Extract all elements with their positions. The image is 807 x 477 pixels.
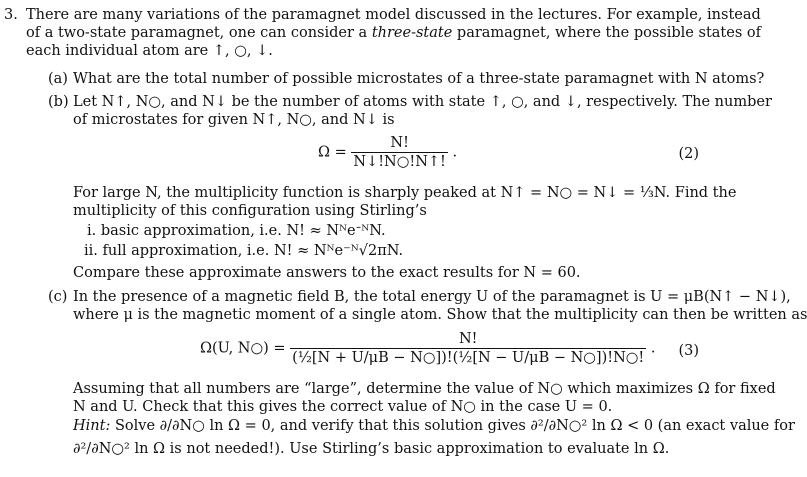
eq2-fraction xyxy=(351,134,448,171)
hint-line-1 xyxy=(73,417,795,435)
subitem-ii: ii. full approximation, i.e. N! ≈ Nᴺe⁻ᴺ√2πN. xyxy=(84,243,404,259)
equation-2-number: (2) xyxy=(678,146,699,162)
eq3-tail: . xyxy=(650,340,656,357)
eq2-numerator: N! xyxy=(351,134,448,153)
intro-line-2b: paramagnet, where the possible states of xyxy=(452,25,761,41)
part-a-text: What are the total number of possible microstates of a three-state paramagnet with N atoms? xyxy=(73,71,765,87)
part-c-text-1: In the presence of a magnetic field B, the total energy U of the paramagnet is U = μB(N↑ − N↓), xyxy=(73,289,791,305)
equation-3-number: (3) xyxy=(678,343,699,359)
intro-line-2 xyxy=(26,24,761,42)
part-b-label: (b) xyxy=(48,94,69,110)
eq3-denominator: (½[N + U/μB − N○])!(½[N − U/μB − N○])!N○! xyxy=(292,350,645,366)
part-b-text-1: Let N↑, N○, and N↓ be the number of atoms with state ↑, ○, and ↓, respectively. The number xyxy=(73,94,772,110)
problem-number: 3. xyxy=(4,7,18,23)
part-a-label: (a) xyxy=(48,71,68,87)
equation-3 xyxy=(200,330,655,367)
eq2-denominator: N↓!N○!N↑! xyxy=(353,154,446,170)
part-c-text-3: Assuming that all numbers are “large”, determine the value of N○ which maximizes Ω for fixed xyxy=(73,381,776,397)
intro-line-1: There are many variations of the paramagnet model discussed in the lectures. For example, instead xyxy=(26,7,761,23)
subitem-i: i. basic approximation, i.e. N! ≈ NᴺeᐨᴺN. xyxy=(87,223,386,239)
part-c-text-4: N and U. Check that this gives the correct value of N○ in the case U = 0. xyxy=(73,399,613,415)
part-b-text-2: of microstates for given N↑, N○, and N↓ is xyxy=(73,112,395,128)
part-c-label: (c) xyxy=(48,289,68,305)
intro-line-2a: of a two-state paramagnet, one can consider a xyxy=(26,25,372,41)
intro-emphasis: three-state xyxy=(371,25,453,41)
eq2-lhs: Ω = xyxy=(318,144,347,161)
part-b-text-4: multiplicity of this configuration using Stirling’s xyxy=(73,203,427,219)
compare-text: Compare these approximate answers to the exact results for N = 60. xyxy=(73,265,581,281)
part-c-text-2: where μ is the magnetic moment of a single atom. Show that the multiplicity can then be written as xyxy=(73,307,807,323)
eq3-fraction xyxy=(290,330,646,367)
equation-2 xyxy=(318,134,457,171)
part-b-text-3: For large N, the multiplicity function is sharply peaked at N↑ = N○ = N↓ = ⅓N. Find the xyxy=(73,185,737,201)
hint-text-1: Solve ∂/∂N○ ln Ω = 0, and verify that this solution gives ∂²/∂N○² ln Ω < 0 (an exact value for xyxy=(114,418,795,434)
eq2-tail: . xyxy=(452,144,458,161)
eq3-lhs: Ω(U, N○) = xyxy=(200,340,286,357)
eq3-numerator: N! xyxy=(290,330,646,349)
intro-line-3: each individual atom are ↑, ○, ↓. xyxy=(26,43,273,59)
hint-line-2: ∂²/∂N○² ln Ω is not needed!). Use Stirling’s basic approximation to evaluate ln Ω. xyxy=(73,441,670,457)
hint-label: Hint: xyxy=(73,418,111,434)
